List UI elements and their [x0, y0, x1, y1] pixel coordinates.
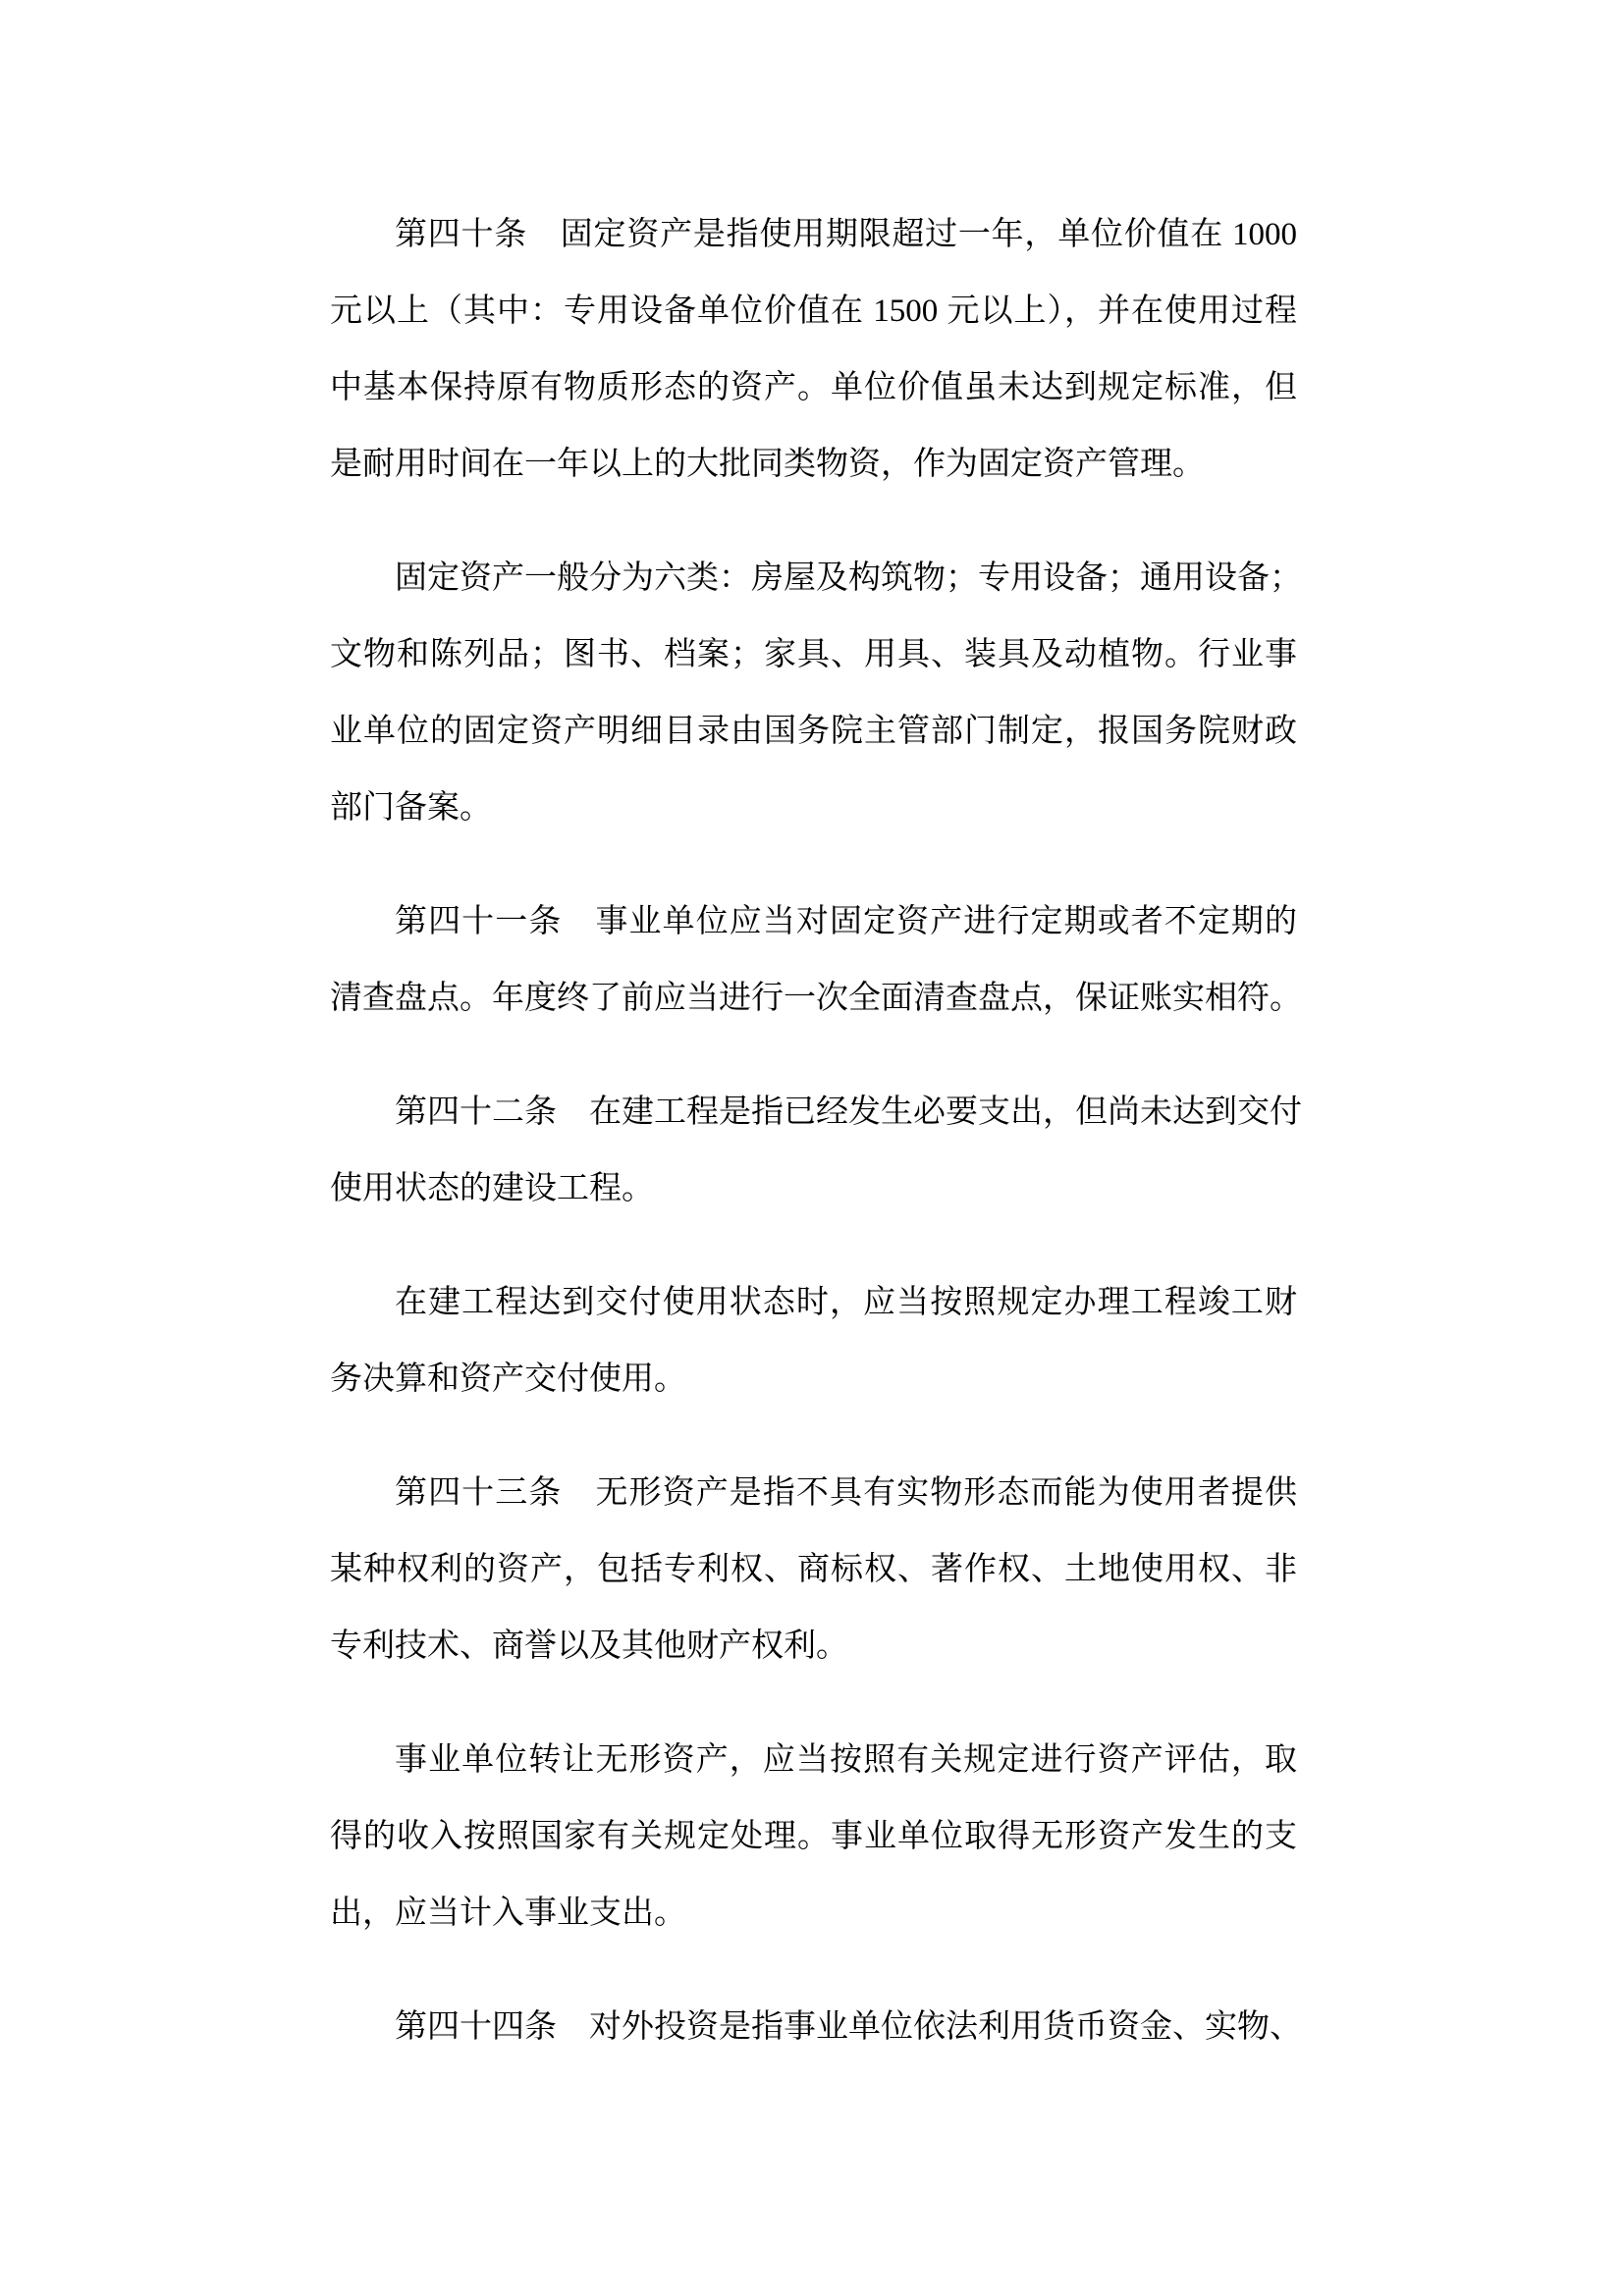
text-line: 第四十条 固定资产是指使用期限超过一年，单位价值在 1000: [395, 217, 1297, 252]
text-line: 使用状态的建设工程。: [330, 1171, 654, 1206]
paragraph-article-44-investment: [330, 1989, 1302, 2065]
paragraph-article-40-categories: [330, 540, 1302, 846]
text-line: 第四十四条 对外投资是指事业单位依法利用货币资金、实物、: [395, 2009, 1302, 2045]
text-line: 中基本保持原有物质形态的资产。单位价值虽未达到规定标准，但: [330, 370, 1297, 405]
paragraph-article-43-transfer: [330, 1722, 1297, 1951]
text-line: 文物和陈列品；图书、档案；家具、用具、装具及动植物。行业事: [330, 637, 1297, 672]
paragraph-article-42-handover: [330, 1264, 1297, 1417]
text-line: 务决算和资产交付使用。: [330, 1362, 686, 1397]
text-line: 某种权利的资产，包括专利权、商标权、著作权、土地使用权、非: [330, 1552, 1297, 1587]
text-line: 是耐用时间在一年以上的大批同类物资，作为固定资产管理。: [330, 447, 1205, 482]
text-line: 在建工程达到交付使用状态时，应当按照规定办理工程竣工财: [395, 1285, 1297, 1320]
text-line: 清查盘点。年度终了前应当进行一次全面清查盘点，保证账实相符。: [330, 981, 1302, 1016]
text-line: 得的收入按照国家有关规定处理。事业单位取得无形资产发生的支: [330, 1819, 1297, 1854]
text-line: 第四十三条 无形资产是指不具有实物形态而能为使用者提供: [395, 1475, 1297, 1511]
text-line: 第四十一条 事业单位应当对固定资产进行定期或者不定期的: [395, 904, 1297, 939]
text-line: 元以上（其中：专用设备单位价值在 1500 元以上），并在使用过程: [330, 294, 1297, 329]
text-line: 业单位的固定资产明细目录由国务院主管部门制定，报国务院财政: [330, 714, 1297, 749]
document-text-block: [330, 196, 1302, 2065]
paragraph-article-41-inventory: [330, 883, 1302, 1037]
paragraph-article-42-construction: [330, 1074, 1302, 1227]
paragraph-article-40-definition: [330, 196, 1297, 503]
text-line: 第四十二条 在建工程是指已经发生必要支出，但尚未达到交付: [395, 1095, 1302, 1130]
paragraph-article-43-intangible: [330, 1455, 1297, 1684]
text-line: 事业单位转让无形资产，应当按照有关规定进行资产评估，取: [395, 1742, 1297, 1778]
text-line: 专利技术、商誉以及其他财产权利。: [330, 1629, 848, 1664]
text-line: 部门备案。: [330, 790, 492, 826]
text-line: 出，应当计入事业支出。: [330, 1896, 686, 1931]
text-line: 固定资产一般分为六类：房屋及构筑物；专用设备；通用设备；: [395, 561, 1302, 596]
